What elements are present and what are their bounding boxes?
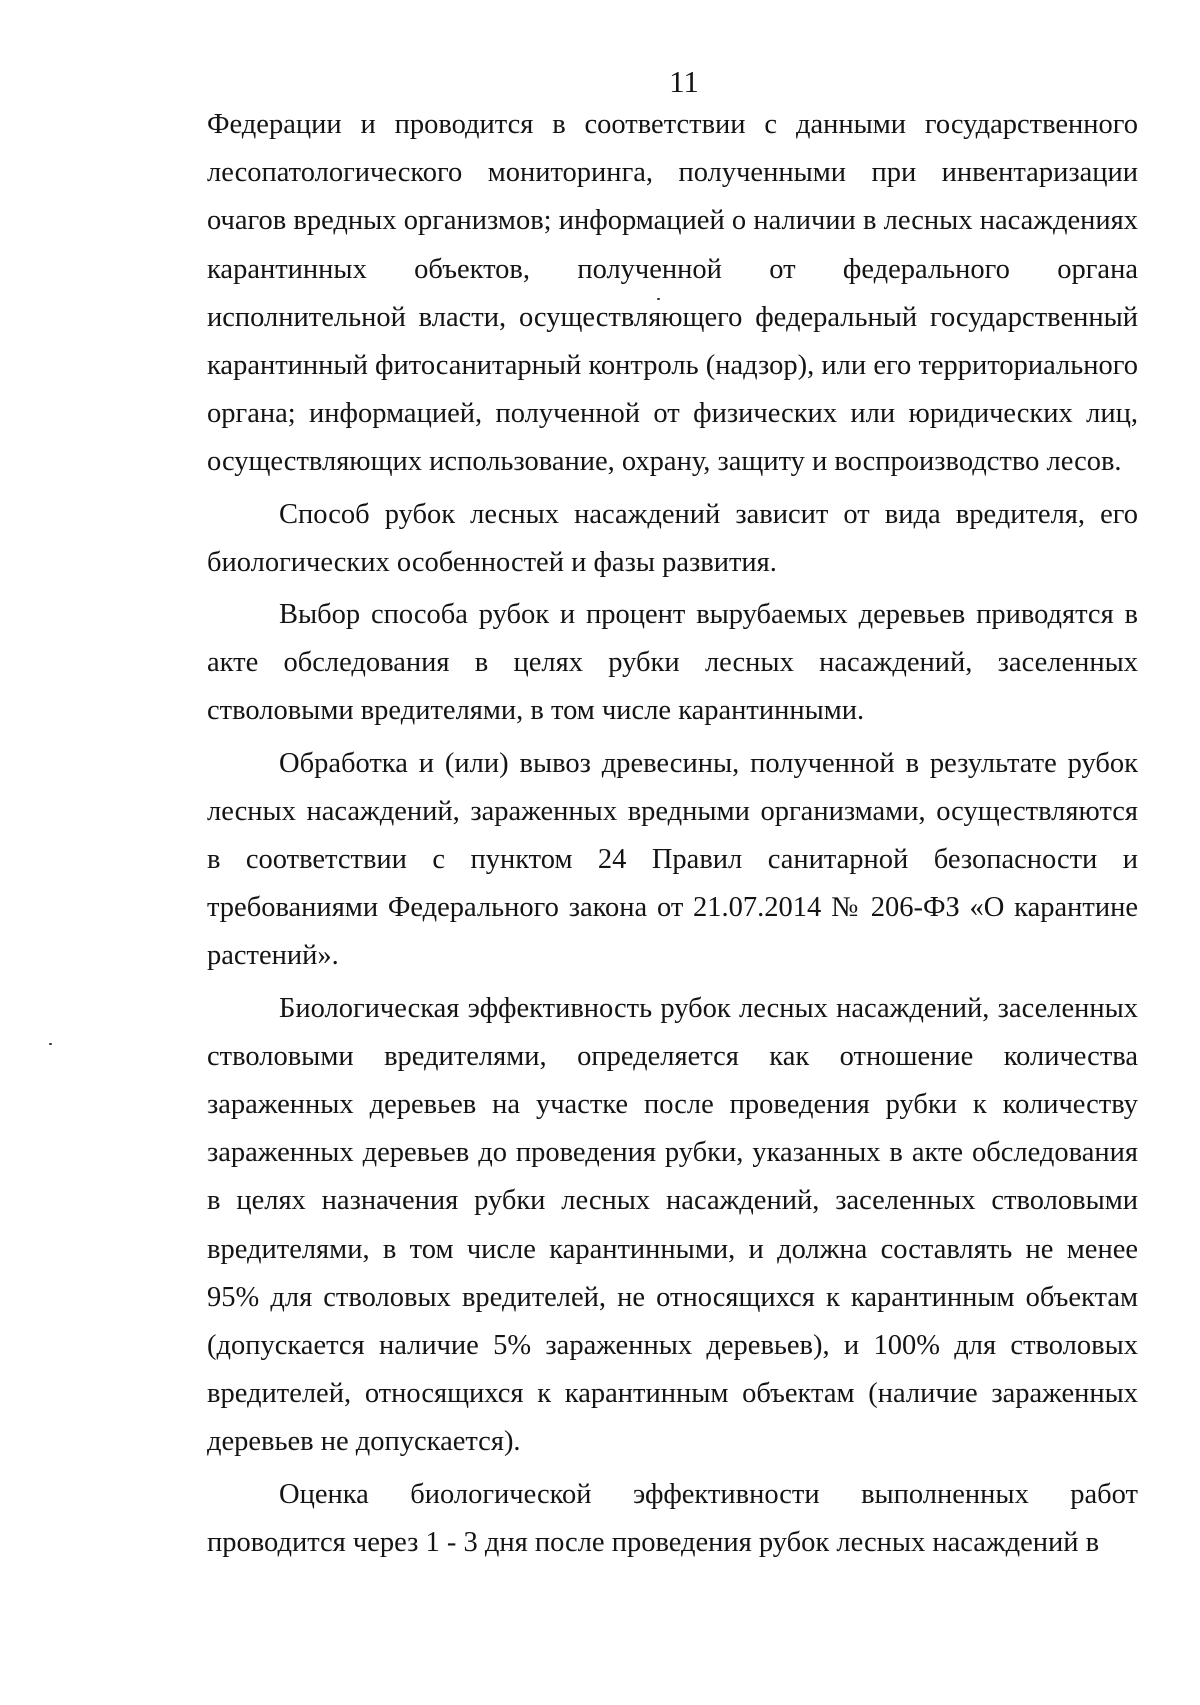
paragraph-biological-efficiency: Биологическая эффективность рубок лесных насаждений, заселенных стволовыми вредителями, определяется как отношение количества зараженных деревьев на участке после проведения рубки к количеству зараженных деревьев до проведения рубки, указанных в акте обследования в целях назначения рубки лесных насаждений, заселенных стволовыми вредителями, в том числе карантинными, и должна составлять не менее 95% для стволовых вредителей, не относящихся к карантинным объектам (допускается наличие 5% зараженных деревьев), и 100% для стволовых вредителей, относящихся к карантинным объектам (наличие зараженных деревьев не допускается). [207,992,1138,1458]
paragraph-efficiency-assessment: Оценка биологической эффективности выполненных работ проводится через 1 - 3 дня после проведения рубок лесных насаждений в [207,1478,1138,1558]
paragraph-felling-method: Способ рубок лесных насаждений зависит от вида вредителя, его биологических особенностей и фазы развития. [207,498,1138,578]
document-body [207,101,1138,1567]
page-number: 11 [669,64,699,99]
scan-speck [657,298,660,300]
paragraph-felling-choice: Выбор способа рубок и процент вырубаемых деревьев приводятся в акте обследования в целях рубки лесных насаждений, заселенных стволовыми вредителями, в том числе карантинными. [207,599,1138,727]
paragraph-timber-processing: Обработка и (или) вывоз древесины, полученной в результате рубок лесных насаждений, зараженных вредными организмами, осуществляются в соответствии с пунктом 24 Правил санитарной безопасности и требованиями Федерального закона от 21.07.2014 № 206-ФЗ «О карантине растений». [207,747,1138,972]
paragraph-continuation: Федерации и проводится в соответствии с данными государственного лесопатологического мониторинга, полученными при инвентаризации очагов вредных организмов; информацией о наличии в лесных насаждениях карантинных объектов, полученной от федерального органа исполнительной власти, осуществляющего федеральный государственный карантинный фитосанитарный контроль (надзор), или его территориального органа; информацией, полученной от физических или юридических лиц, осуществляющих использование, охрану, защиту и воспроизводство лесов. [207,109,1138,478]
scan-speck [49,1043,52,1045]
